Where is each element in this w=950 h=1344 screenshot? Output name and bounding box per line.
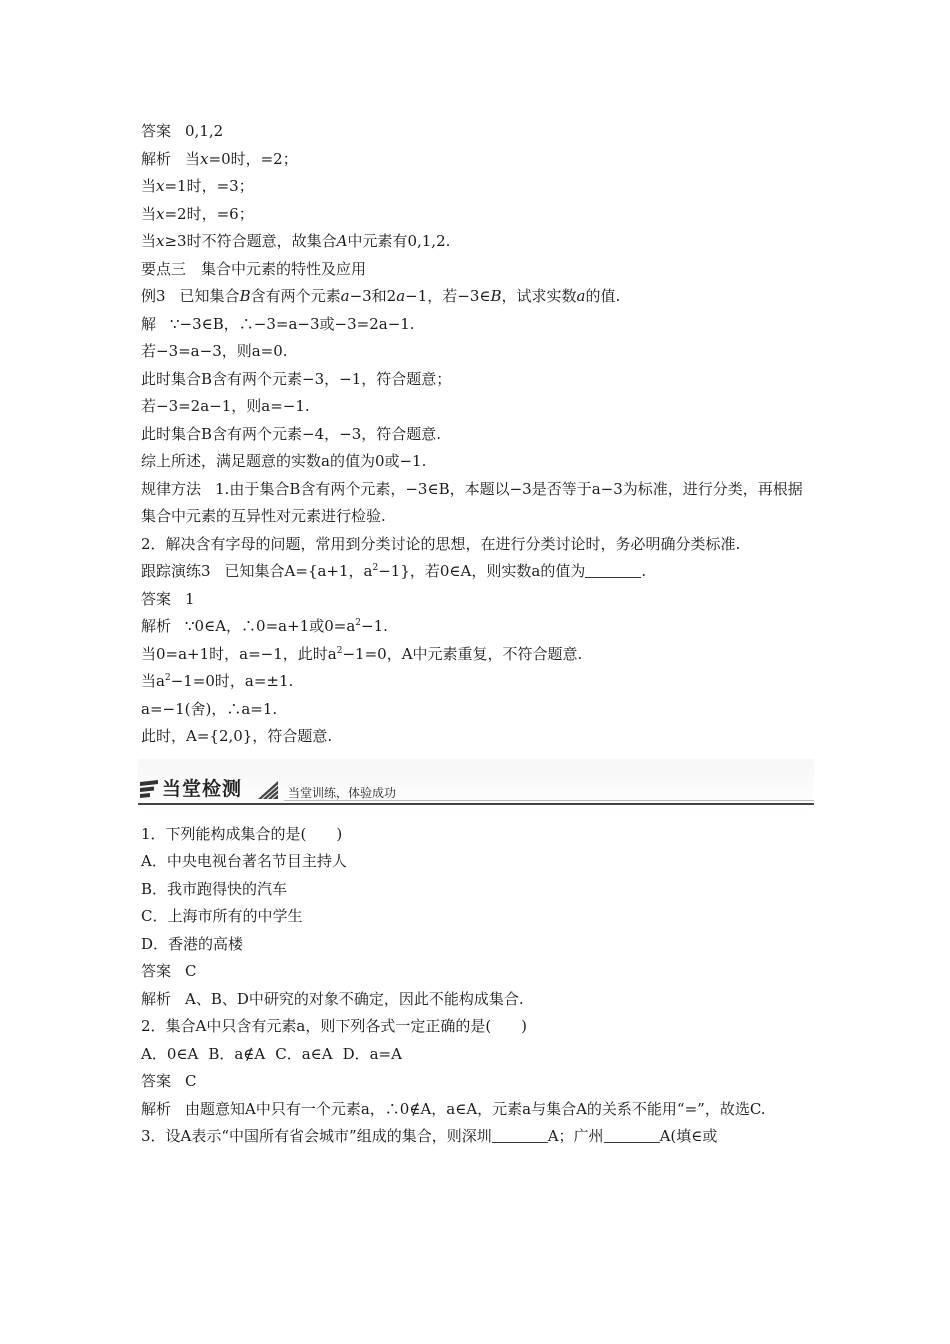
option: B．我市跑得快的汽车	[141, 879, 288, 898]
text: ≥3时不符合题意，故集合	[164, 232, 337, 250]
text: −1.	[361, 617, 388, 635]
solution-line	[141, 311, 811, 339]
key-point-heading: 要点三 集合中元素的特性及应用	[141, 259, 367, 278]
var-x: x	[156, 177, 165, 195]
text: ∵0∈A，∴0=a+1或0=a	[185, 617, 356, 635]
analysis-line	[141, 146, 811, 174]
text-line: 此时集合B含有两个元素−3，−1，符合题意；	[141, 369, 452, 388]
text: −1，若−3∈	[405, 287, 491, 305]
analysis-label: 解析	[141, 149, 172, 168]
text: 中元素有0,1,2.	[347, 232, 451, 250]
answer-blank[interactable]	[585, 563, 641, 578]
text: =1时，=3；	[164, 177, 254, 195]
answer-line	[141, 1068, 811, 1096]
text-line	[141, 201, 811, 229]
superscript: 2	[355, 618, 361, 628]
superscript: 2	[372, 563, 379, 573]
analysis-line	[141, 1096, 811, 1124]
section-title: 当堂检测	[162, 777, 243, 800]
text: 的值.	[585, 287, 621, 305]
text: −1=0，A中元素重复，不符合题意.	[342, 644, 583, 663]
text: 由题意知A中只有一个元素a，∴0∉A，a∈A，元素a与集合A的关系不能用“=”，故选C.	[185, 1099, 766, 1118]
analysis-label: 解析	[141, 617, 172, 635]
option: A．中央电视台著名节目主持人	[141, 852, 347, 870]
answer-value: 0,1,2	[185, 122, 224, 140]
text: =2时，=6；	[164, 204, 254, 223]
options-row	[141, 1041, 811, 1069]
option: D．香港的高楼	[141, 934, 244, 953]
var-a: a	[576, 287, 586, 305]
text: .	[641, 562, 647, 580]
text-line	[141, 173, 811, 201]
question-2: 2．集合A中只含有元素a，则下列各式一定正确的是( )	[141, 1017, 528, 1035]
section-subtitle: 当堂训练，体验成功	[288, 785, 397, 800]
analysis-label: 解析	[141, 1099, 172, 1118]
example-label: 例3	[141, 287, 166, 305]
answer-value: 1	[185, 589, 195, 608]
section-stripes-icon	[140, 780, 158, 798]
section-header	[138, 759, 814, 813]
answer-label: 答案	[141, 589, 172, 608]
divider	[284, 800, 814, 801]
section-triangle-icon	[258, 781, 278, 799]
text: 当	[141, 177, 157, 195]
option-a: A．0∈A	[141, 1044, 199, 1063]
question-3	[141, 1123, 811, 1151]
text: =0时，=2；	[208, 149, 298, 168]
answer-value: C	[185, 1072, 197, 1090]
set-a: A	[336, 232, 348, 250]
text: 已知集合	[179, 287, 240, 305]
example-line	[141, 283, 811, 311]
text-line	[141, 668, 811, 696]
text: A；广州	[547, 1127, 604, 1145]
analysis-label: 解析	[141, 989, 172, 1008]
text: −1=0时，a=±1.	[170, 672, 294, 690]
var-x: x	[200, 149, 209, 168]
answer-blank[interactable]	[492, 1128, 548, 1143]
answer-label: 答案	[141, 1072, 172, 1090]
text-line	[141, 641, 811, 669]
text: −3和2	[349, 287, 397, 305]
text-line: 此时集合B含有两个元素−4，−3，符合题意.	[141, 424, 442, 443]
option-b: B．a∉A	[208, 1044, 266, 1063]
text: 当	[141, 204, 157, 223]
text: 3．设A表示“中国所有省会城市”组成的集合，则深圳	[141, 1127, 492, 1145]
text-line: 若−3=a−3，则a=0.	[141, 342, 288, 360]
text: ∵−3∈B，∴−3=a−3或−3=2a−1.	[170, 314, 415, 333]
superscript: 2	[164, 673, 171, 683]
method-label: 规律方法	[141, 479, 202, 498]
var-x: x	[156, 204, 165, 223]
answer-blank[interactable]	[604, 1128, 660, 1143]
answer-line	[141, 586, 811, 614]
text: A、B、D中研究的对象不确定，因此不能构成集合.	[185, 989, 524, 1008]
text: 含有两个元素	[250, 287, 341, 305]
text: A(填∈或	[659, 1127, 718, 1145]
text: 已知集合A={a+1，a	[224, 562, 373, 580]
question-1: 1．下列能构成集合的是( )	[141, 824, 343, 843]
follow-up-label: 跟踪演练3	[141, 562, 211, 580]
text-line	[141, 228, 811, 256]
set-b: B	[490, 287, 502, 305]
follow-up-question	[141, 558, 811, 586]
answer-label: 答案	[141, 122, 172, 140]
text-line: 综上所述，满足题意的实数a的值为0或−1.	[141, 452, 427, 470]
analysis-line	[141, 613, 811, 641]
option-c: C．a∈A	[275, 1044, 333, 1063]
document-page	[141, 118, 811, 1151]
text: 当	[141, 232, 157, 250]
text: ，试求实数	[501, 287, 577, 305]
var-a: a	[340, 287, 350, 305]
answer-line	[141, 958, 811, 986]
var-x: x	[156, 232, 165, 250]
text: 当a	[141, 672, 165, 690]
set-b: B	[239, 287, 251, 305]
text-line: a=−1(舍)，∴a=1.	[141, 699, 278, 718]
text: 当	[185, 149, 201, 168]
solution-label: 解	[141, 314, 157, 333]
method-paragraph-2: 2．解决含有字母的问题，常用到分类讨论的思想，在进行分类讨论时，务必明确分类标准.	[141, 534, 741, 553]
answer-line	[141, 118, 811, 146]
answer-value: C	[185, 962, 197, 980]
superscript: 2	[336, 645, 343, 656]
text-line: 若−3=2a−1，则a=−1.	[141, 397, 310, 415]
method-paragraph	[141, 476, 811, 531]
divider	[138, 803, 814, 805]
option: C．上海市所有的中学生	[141, 907, 303, 925]
option-d: D．a=A	[342, 1044, 402, 1063]
text-line: 此时，A={2,0}，符合题意.	[141, 727, 333, 745]
text: 1.由于集合B含有两个元素，−3∈B，本题以−3是否等于a−3为标准，进行分类，再根据集合中元素的互异性对元素进行检验.	[141, 479, 803, 525]
analysis-line	[141, 986, 811, 1014]
answer-label: 答案	[141, 962, 172, 980]
var-a: a	[396, 287, 406, 305]
text: −1}，若0∈A，则实数a的值为	[378, 562, 586, 580]
text: 当0=a+1时，a=−1，此时a	[141, 644, 337, 663]
